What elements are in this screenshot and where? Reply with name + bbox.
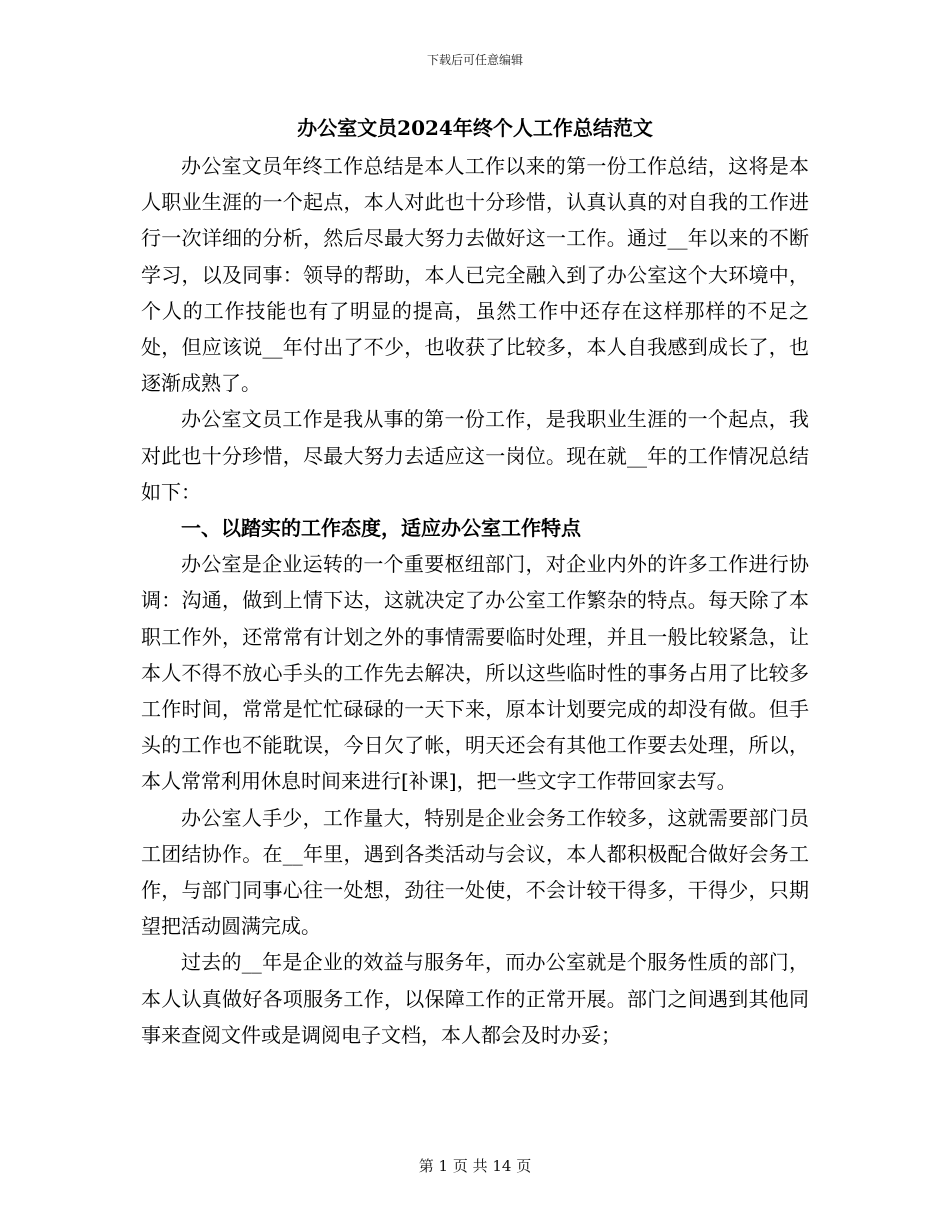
section-heading-1: 一、以踏实的工作态度，适应办公室工作特点 (181, 516, 581, 541)
page-footer: 第 1 页 共 14 页 (418, 1157, 532, 1175)
document-title: 办公室文员2024年终个人工作总结范文 (297, 116, 653, 140)
paragraph-intro: 办公室文员年终工作总结是本人工作以来的第一份工作总结，这将是本人职业生涯的一个起点，本人对此也十分珍惜，认真认真的对自我的工作进行一次详细的分析，然后尽最大努力去做好这一工作。通过__年以来的不断学习，以及同事：领导的帮助，本人已完全融入到了办公室这个大环境中，个人的工作技能也有了明显的提高，虽然工作中还存在这样那样的不足之处，但应该说__年付出了不少，也收获了比较多，本人自我感到成长了，也逐渐成熟了。 (141, 154, 809, 396)
paragraph-teamwork: 办公室人手少，工作量大，特别是企业会务工作较多，这就需要部门员工团结协作。在__年里，遇到各类活动与会议，本人都积极配合做好会务工作，与部门同事心往一处想，劲往一处使，不会计较干得多，干得少，只期望把活动圆满完成。 (141, 805, 809, 939)
paragraph-service: 过去的__年是企业的效益与服务年，而办公室就是个服务性质的部门，本人认真做好各项服务工作，以保障工作的正常开展。部门之间遇到其他同事来查阅文件或是调阅电子文档，本人都会及时办妥； (141, 950, 809, 1047)
paragraph-overview: 办公室文员工作是我从事的第一份工作，是我职业生涯的一个起点，我对此也十分珍惜，尽最大努力去适应这一岗位。现在就__年的工作情况总结如下： (141, 407, 809, 504)
document-body (141, 148, 809, 1053)
header-note: 下载后可任意编辑 (426, 53, 523, 67)
paragraph-office-role: 办公室是企业运转的一个重要枢纽部门，对企业内外的许多工作进行协调：沟通，做到上情下达，这就决定了办公室工作繁杂的特点。每天除了本职工作外，还常常有计划之外的事情需要临时处理，并且一般比较紧急，让本人不得不放心手头的工作先去解决，所以这些临时性的事务占用了比较多工作时间，常常是忙忙碌碌的一天下来，原本计划要完成的却没有做。但手头的工作也不能耽误，今日欠了帐，明天还会有其他工作要去处理，所以，本人常常利用休息时间来进行[补课]，把一些文字工作带回家去写。 (141, 552, 809, 794)
